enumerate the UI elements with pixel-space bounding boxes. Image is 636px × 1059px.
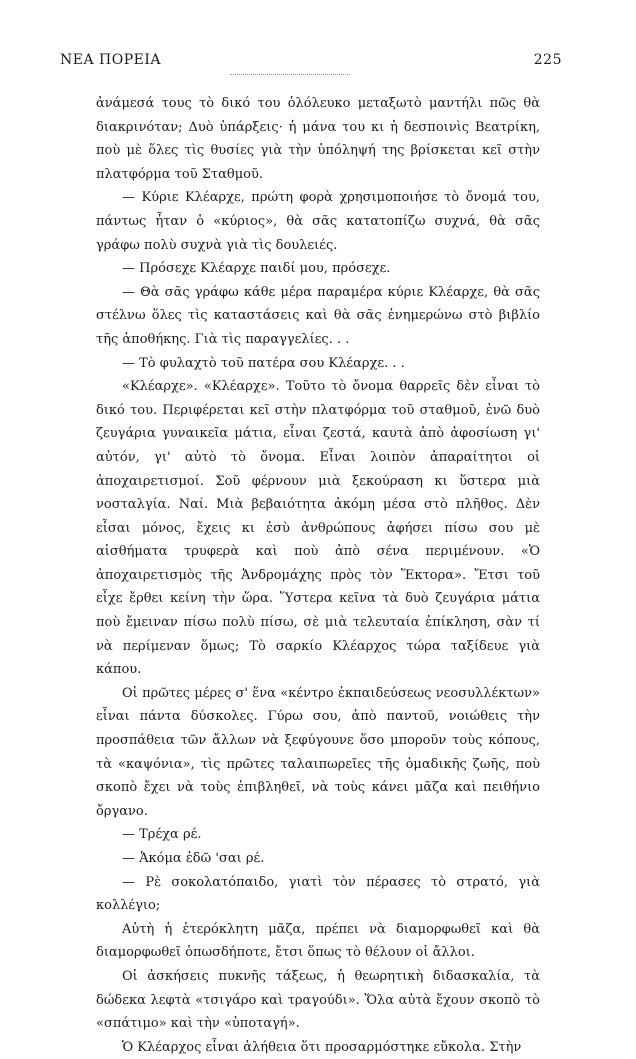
paragraph: — Τρέχα ρέ. bbox=[122, 827, 202, 843]
running-header bbox=[60, 52, 562, 70]
paragraph: Οἱ ἀσκήσεις πυκνῆς τάξεως, ἡ θεωρητικὴ διδασκαλία, τὰ δώδεκα λεφτὰ «τσιγάρο καὶ τραγούδι». Ὅλα αὐτὰ ἔχουν σκοπὸ τὸ «σπάτιμο» καὶ τὴν «ὑποταγή». bbox=[96, 968, 540, 1032]
body-text bbox=[96, 92, 540, 1059]
paragraph: ἀνάμεσά τους τὸ δικό του ὁλόλευκο μεταξωτὸ μαντήλι πῶς θὰ διακρινόταν; Δυὸ ὑπάρξεις· ἡ μάνα του κι ἡ δεσποινὶς Βεατρίκη, ποὺ μὲ ὅλες τὶς θυσίες γιὰ τὴν ὑπόληψή της βρίσκεται κεῖ στὴν πλατφόρμα τοῦ Σταθμοῦ. bbox=[96, 96, 540, 182]
paragraph: — Θὰ σᾶς γράφω κάθε μέρα παραμέρα κύριε Κλέαρχε, θὰ σᾶς στέλνω ὅλες τὶς καταστάσεις καὶ θὰ σᾶς ἐνημερώνω στὸ βιβλίο τῆς ἀποθήκης. Γιὰ τὶς παραγγελίες. . . bbox=[96, 284, 540, 347]
header-divider bbox=[230, 74, 350, 75]
page-number: 225 bbox=[533, 52, 562, 68]
paragraph: Οἱ πρῶτες μέρες σ' ἕνα «κέντρο ἐκπαιδεύσεως νεοσυλλέκτων» εἶναι πάντα δύσκολες. Γύρω σου, ἀπὸ παντοῦ, νοιώθεις τὴν προσπάθεια τῶν ἄλλων νὰ ξεφύγουνε ὅσο μποροῦν τοὺς κόπους, τὰ «καψόνια», τὶς πρῶτες ταλαιπωρεῖες τῆς ὁμαδικῆς ζωῆς, ποὺ σκοπὸ ἔχει νὰ τοὺς ἐπιβληθεῖ, νὰ τοὺς κάνει μᾶζα καὶ πειθήνιο ὄργανο. bbox=[96, 685, 540, 819]
paragraph: — Τὸ φυλαχτὸ τοῦ πατέρα σου Κλέαρχε. . . bbox=[122, 355, 405, 371]
paragraph: — Πρόσεχε Κλέαρχε παιδί μου, πρόσεχε. bbox=[122, 261, 391, 277]
journal-title: ΝΕΑ ΠΟΡΕΙΑ bbox=[60, 52, 161, 68]
paragraph: — Ρὲ σοκολατόπαιδο, γιατὶ τὸν πέρασες τὸ στρατό, γιὰ κολλέγιο; bbox=[96, 874, 540, 914]
paragraph: Ὁ Κλέαρχος εἶναι ἀλήθεια ὅτι προσαρμόστηκε εὔκολα. Στὴν bbox=[122, 1039, 522, 1055]
paragraph: «Κλέαρχε». «Κλέαρχε». Τοῦτο τὸ ὄνομα θαρρεῖς δὲν εἶναι τὸ δικό του. Περιφέρεται κεῖ στὴν πλατφόρμα τοῦ σταθμοῦ, ἐνῶ δυὸ ζευγάρια γυναικεῖα μάτια, εἶναι ζεστά, καυτὰ ἀπὸ ἀφοσίωση γι' αὐτόν, γι' αὐτὸ τὸ ὄνομα. Εἶναι λοιπὸν ἀπαραίτητοι οἱ ἀποχαιρετισμοί. Σοῦ φέρνουν μιὰ ξεκούραση κι ὕστερα μιὰ νοσταλγία. Ναί. Μιὰ βεβαιότητα ἀκόμη μέσα στὸ πλῆθος. Δὲν εἶσαι μόνος, ἔχεις κι ἐσὺ ἀνθρώπους ἀφήσει πίσω σου μὲ αἰσθήματα τρυφερὰ καὶ ποὺ ἀπὸ σένα περιμένουν. «Ὁ ἀποχαιρετισμὸς τῆς Ἀνδρομάχης πρὸς τὸν Ἕκτορα». Ἔτσι τοῦ εἶχε ἔρθει κείνη τὴν ὥρα. Ὕστερα κεῖνα τὰ δυὸ ζευγάρια μάτια ποὺ ἔμειναν πίσω πολὺ πίσω, σὲ μιὰ τελευταία ἐπίκληση, σὰν τί νὰ περίμεναν ὅμως; Τὸ σαρκίο Κλέαρχος τώρα ταξίδευε γιὰ κάπου. bbox=[96, 379, 540, 678]
paragraph: — Κύριε Κλέαρχε, πρώτη φορὰ χρησιμοποιήσε τὸ ὄνομά του, πάντως ἦταν ὁ «κύριος», θὰ σᾶς κατατοπίζω συχνά, θὰ σᾶς γράφω πολὺ συχνὰ γιὰ τὶς δουλειές. bbox=[96, 190, 540, 253]
paragraph: Αὐτὴ ἡ ἑτερόκλητη μᾶζα, πρέπει νὰ διαμορφωθεῖ καὶ θὰ διαμορφωθεῖ ὁπωσδήποτε, ἔτσι ὅπως τὸ θέλουν οἱ ἄλλοι. bbox=[96, 921, 540, 961]
paragraph: — Ἀκόμα ἐδῶ 'σαι ρέ. bbox=[122, 851, 265, 866]
